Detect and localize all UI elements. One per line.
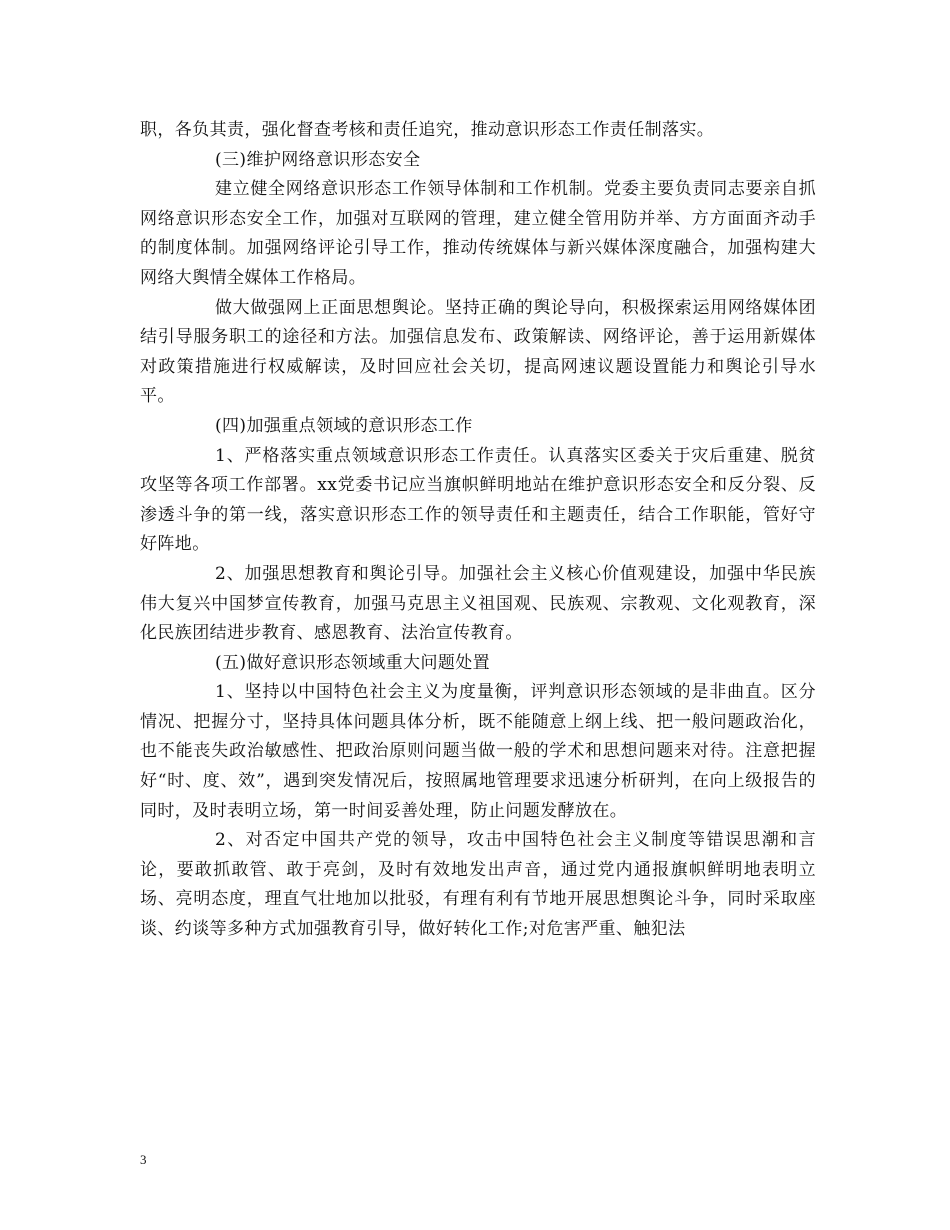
paragraph: 1、坚持以中国特色社会主义为度量衡，评判意识形态领域的是非曲直。区分情况、把握分寸，坚持具体问题具体分析，既不能随意上纲上线、把一般问题政治化，也不能丧失政治敏感性、把政治原则问题当做一般的学术和思想问题来对待。注意把握好“时、度、效”，遇到突发情况后，按照属地管理要求迅速分析研判，在向上级报告的同时，及时表明立场，第一时间妥善处理，防止问题发酵放在。 <box>140 682 816 821</box>
paragraph: 1、严格落实重点领域意识形态工作责任。认真落实区委关于灾后重建、脱贫攻坚等各项工作部署。xx党委书记应当旗帜鲜明地站在维护意识形态安全和反分裂、反渗透斗争的第一线，落实意识形态工作的领导责任和主题责任，结合工作职能，管好守好阵地。 <box>140 445 816 555</box>
paragraph: 建立健全网络意识形态工作领导体制和工作机制。党委主要负责同志要亲自抓网络意识形态安全工作，加强对互联网的管理，建立健全管用防并举、方方面面齐动手的制度体制。加强网络评论引导工作，推动传统媒体与新兴媒体深度融合，加强构建大网络大舆情全媒体工作格局。 <box>140 179 816 288</box>
page-number: 3 <box>140 1152 147 1167</box>
paragraph: 2、对否定中国共产党的领导，攻击中国特色社会主义制度等错误思潮和言论，要敢抓敢管、敢于亮剑，及时有效地发出声音，通过党内通报旗帜鲜明地表明立场、亮明态度，理直气壮地加以批驳，有理有利有节地开展思想舆论斗争，同时采取座谈、约谈等多种方式加强教育引导，做好转化工作;对危害严重、触犯法 <box>140 830 816 940</box>
paragraph: 2、加强思想教育和舆论引导。加强社会主义核心价值观建设，加强中华民族伟大复兴中国梦宣传教育，加强马克思主义祖国观、民族观、宗教观、文化观教育，深化民族团结进步教育、感恩教育、法治宣传教育。 <box>140 563 816 644</box>
document-body <box>140 116 816 945</box>
paragraph-continuation: 职，各负其责，强化督查考核和责任追究，推动意识形态工作责任制落实。 <box>140 120 715 140</box>
section-heading-4: (四)加强重点领域的意识形态工作 <box>215 415 473 436</box>
section-heading-3: (三)维护网络意识形态安全 <box>215 149 421 170</box>
section-heading-5: (五)做好意识形态领域重大问题处置 <box>215 652 491 673</box>
paragraph: 做大做强网上正面思想舆论。坚持正确的舆论导向，积极探索运用网络媒体团结引导服务职工的途径和方法。加强信息发布、政策解读、网络评论，善于运用新媒体对政策措施进行权威解读，及时回应社会关切，提高网速议题设置能力和舆论引导水平。 <box>140 297 816 407</box>
